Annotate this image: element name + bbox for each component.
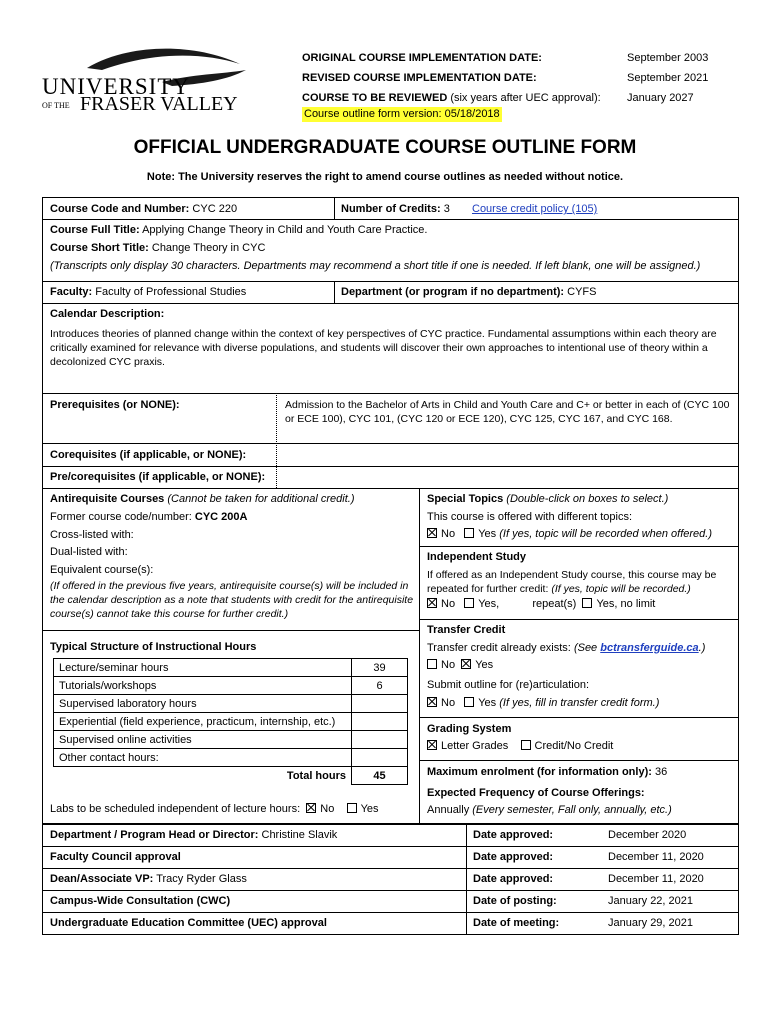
labs-label: Labs to be scheduled independent of lecture hours: bbox=[50, 803, 301, 815]
independent-text: If offered as an Independent Study course, this course may be repeated for further credit: bbox=[427, 569, 717, 595]
transfer-label: Transfer Credit bbox=[427, 624, 506, 636]
antireq-label: Antirequisite Courses bbox=[50, 493, 165, 505]
independent-note: (If yes, topic will be recorded.) bbox=[551, 583, 691, 595]
transfer-submit-options bbox=[427, 696, 659, 711]
review-note: (six years after UEC approval): bbox=[450, 92, 601, 104]
approval-value: Christine Slavik bbox=[261, 829, 338, 841]
approval-row bbox=[50, 828, 337, 843]
full-title bbox=[50, 223, 427, 238]
hours-row bbox=[54, 731, 408, 749]
cross-listed-label: Cross-listed with: bbox=[50, 529, 134, 541]
special-topics-heading bbox=[427, 492, 668, 507]
enrolment bbox=[427, 765, 667, 780]
form-version: Course outline form version: 05/18/2018 bbox=[304, 108, 500, 120]
independent-yes-checkbox[interactable] bbox=[464, 598, 474, 608]
review-value: January 2027 bbox=[627, 92, 694, 104]
transfer-submit-label: Submit outline for (re)articulation: bbox=[427, 679, 590, 691]
transfer-exists-line bbox=[427, 641, 705, 656]
enrolment-value: 36 bbox=[654, 766, 668, 778]
bctransferguide-link[interactable]: bctransferguide.ca bbox=[600, 642, 699, 654]
hours-row-value[interactable] bbox=[352, 749, 408, 767]
approval-row bbox=[50, 850, 181, 865]
approval-label: Campus-Wide Consultation (CWC) bbox=[50, 895, 231, 907]
letter-grades-label: Letter Grades bbox=[441, 740, 509, 752]
frequency-line bbox=[427, 803, 672, 818]
special-yes-label: Yes bbox=[478, 528, 497, 540]
grading-label: Grading System bbox=[427, 723, 512, 735]
independent-nolimit-checkbox[interactable] bbox=[582, 598, 592, 608]
hours-row-value[interactable]: 39 bbox=[352, 659, 408, 677]
approval-date-label: Date approved: bbox=[473, 873, 554, 885]
frequency-value: Annually bbox=[427, 804, 470, 816]
approval-value: Tracy Ryder Glass bbox=[156, 873, 247, 885]
antireq-note: (Cannot be taken for additional credit.) bbox=[167, 493, 355, 505]
review-label: COURSE TO BE REVIEWED bbox=[302, 92, 448, 104]
hours-total-row bbox=[54, 767, 408, 785]
equivalent-note: (If offered in the previous five years, antirequisite course(s) will be included in the calendar description as a note that students with credit for the antirequisite course(s) cannot take this course for further credit.) bbox=[50, 580, 414, 620]
hours-row-name: Other contact hours: bbox=[54, 749, 352, 767]
transfer-exists-yes-checkbox[interactable] bbox=[461, 659, 471, 669]
transfer-submit-no-checkbox[interactable] bbox=[427, 697, 437, 707]
short-title-label: Course Short Title: bbox=[50, 242, 149, 254]
independent-nolimit-label: Yes, no limit bbox=[596, 598, 656, 610]
hours-row-name: Lecture/seminar hours bbox=[54, 659, 352, 677]
calendar-label: Calendar Description: bbox=[50, 308, 165, 320]
approval-date-value: January 22, 2021 bbox=[608, 895, 694, 907]
logo-line2: FRASER VALLEY bbox=[80, 93, 238, 115]
grading-options bbox=[427, 739, 613, 754]
antireq-heading bbox=[50, 492, 354, 507]
department bbox=[341, 285, 596, 300]
precoreq-label: Pre/corequisites (if applicable, or NONE): bbox=[50, 471, 266, 483]
special-yes-checkbox[interactable] bbox=[464, 528, 474, 538]
approval-label: Undergraduate Education Committee (UEC) approval bbox=[50, 917, 327, 929]
credit-policy-link[interactable]: Course credit policy (105) bbox=[472, 203, 598, 215]
former-code bbox=[50, 510, 247, 525]
transfer-submit-yes-label: Yes bbox=[478, 697, 497, 709]
hours-row bbox=[54, 695, 408, 713]
transfer-exists-no-checkbox[interactable] bbox=[427, 659, 437, 669]
department-value: CYFS bbox=[567, 286, 597, 298]
approval-date-label: Date of meeting: bbox=[473, 917, 560, 929]
amend-note: Note: The University reserves the right to amend course outlines as needed without notice. bbox=[146, 171, 624, 183]
labs-yes-label: Yes bbox=[360, 803, 379, 815]
letter-grades-checkbox[interactable] bbox=[427, 740, 437, 750]
hours-row-value[interactable] bbox=[352, 695, 408, 713]
equivalent-label: Equivalent course(s): bbox=[50, 564, 154, 576]
transfer-exists-label: Transfer credit already exists: bbox=[427, 642, 571, 654]
credit-nocredit-label: Credit/No Credit bbox=[534, 740, 614, 752]
independent-options bbox=[427, 597, 655, 612]
transfer-submit-yes-checkbox[interactable] bbox=[464, 697, 474, 707]
coreq-label: Corequisites (if applicable, or NONE): bbox=[50, 449, 247, 461]
independent-yes-label: Yes, bbox=[478, 598, 500, 610]
credits-label: Number of Credits: bbox=[341, 203, 441, 215]
logo-line1: UNIVERSITY bbox=[42, 74, 190, 99]
transfer-see: (See bbox=[573, 642, 598, 654]
approval-date-value: December 11, 2020 bbox=[608, 873, 704, 885]
prereq-value: Admission to the Bachelor of Arts in Child and Youth Care and C+ or better in each of (CYC 100 or ECE 100), CYC 101, (CYC 120 or ECE 120), CYC 125, CYC 167, and CYC 168. bbox=[285, 399, 730, 425]
labs-no-checkbox[interactable] bbox=[306, 803, 316, 813]
transfer-submit-note: (If yes, fill in transfer credit form.) bbox=[499, 697, 660, 709]
frequency-label: Expected Frequency of Course Offerings: bbox=[427, 787, 645, 799]
university-logo bbox=[42, 40, 252, 120]
former-code-label: Former course code/number: bbox=[50, 511, 192, 523]
transfer-exists-options bbox=[427, 658, 493, 673]
frequency-note: (Every semester, Fall only, annually, etc.) bbox=[472, 804, 672, 816]
special-topics-label: Special Topics bbox=[427, 493, 504, 505]
transcript-note: (Transcripts only display 30 characters. Departments may recommend a short title if one is needed. If left blank, one will be assigned.) bbox=[50, 260, 701, 272]
approval-label: Dean/Associate VP: bbox=[50, 873, 154, 885]
transfer-submit-no-label: No bbox=[441, 697, 456, 709]
orig-impl-value: September 2003 bbox=[627, 52, 709, 64]
approval-label: Faculty Council approval bbox=[50, 851, 181, 863]
special-topics-line: This course is offered with different topics: bbox=[427, 511, 633, 523]
hours-row-value[interactable]: 6 bbox=[352, 677, 408, 695]
dual-listed-label: Dual-listed with: bbox=[50, 546, 128, 558]
hours-row bbox=[54, 749, 408, 767]
calendar-description: Introduces theories of planned change within the context of key perspectives of CYC practice. Fundamental assumptions within each theory are critically examined for relevance with diverse populations, and students will discover their own approaches to intentional use of theory within a decolonized CYC praxis. bbox=[50, 328, 717, 368]
page-title: OFFICIAL UNDERGRADUATE COURSE OUTLINE FORM bbox=[133, 137, 637, 158]
hours-row-name: Experiential (field experience, practicum, internship, etc.) bbox=[54, 713, 352, 731]
approval-row bbox=[50, 894, 230, 909]
orig-impl-label: ORIGINAL COURSE IMPLEMENTATION DATE: bbox=[302, 52, 542, 64]
transfer-exists-no-label: No bbox=[441, 659, 456, 671]
labs-no-label: No bbox=[320, 803, 335, 815]
hours-row-name: Supervised laboratory hours bbox=[54, 695, 352, 713]
hours-row-value[interactable] bbox=[352, 731, 408, 749]
approval-date-label: Date approved: bbox=[473, 829, 554, 841]
faculty bbox=[50, 285, 246, 300]
independent-label: Independent Study bbox=[427, 551, 526, 563]
approval-row bbox=[50, 872, 247, 887]
hours-row bbox=[54, 677, 408, 695]
short-title bbox=[50, 241, 265, 256]
approval-date-label: Date of posting: bbox=[473, 895, 557, 907]
special-topics-options bbox=[427, 527, 712, 542]
credits-value: 3 bbox=[443, 203, 450, 215]
prereq-label: Prerequisites (or NONE): bbox=[50, 399, 180, 411]
independent-no-checkbox[interactable] bbox=[427, 598, 437, 608]
independent-no-label: No bbox=[441, 598, 456, 610]
credit-nocredit-checkbox[interactable] bbox=[521, 740, 531, 750]
short-title-value: Change Theory in CYC bbox=[151, 242, 266, 254]
course-code-label: Course Code and Number: bbox=[50, 203, 190, 215]
approval-date-value: January 29, 2021 bbox=[608, 917, 694, 929]
hours-row bbox=[54, 713, 408, 731]
faculty-value: Faculty of Professional Studies bbox=[95, 286, 247, 298]
rev-impl-value: September 2021 bbox=[627, 72, 709, 84]
special-no-checkbox[interactable] bbox=[427, 528, 437, 538]
former-code-value: CYC 200A bbox=[194, 511, 248, 523]
hours-row-value[interactable] bbox=[352, 713, 408, 731]
department-label: Department (or program if no department): bbox=[341, 286, 565, 298]
approval-date-label: Date approved: bbox=[473, 851, 554, 863]
faculty-label: Faculty: bbox=[50, 286, 93, 298]
approval-label: Department / Program Head or Director: bbox=[50, 829, 259, 841]
special-yes-note: (If yes, topic will be recorded when offered.) bbox=[499, 528, 713, 540]
logo-of-the: OF THE bbox=[42, 101, 70, 110]
course-code-value: CYC 220 bbox=[192, 203, 238, 215]
full-title-label: Course Full Title: bbox=[50, 224, 140, 236]
approval-date-value: December 11, 2020 bbox=[608, 851, 704, 863]
transfer-exists-yes-label: Yes bbox=[475, 659, 494, 671]
approval-row bbox=[50, 916, 327, 931]
hours-row bbox=[54, 659, 408, 677]
hours-row-name: Tutorials/workshops bbox=[54, 677, 352, 695]
hours-table bbox=[53, 658, 408, 785]
special-topics-note: (Double-click on boxes to select.) bbox=[506, 493, 669, 505]
review-date-line bbox=[302, 91, 601, 106]
labs-line bbox=[50, 802, 379, 817]
credits bbox=[341, 202, 450, 217]
transfer-see-end: .) bbox=[698, 642, 706, 654]
independent-line bbox=[427, 568, 732, 596]
independent-repeats-label: repeat(s) bbox=[532, 598, 577, 610]
hours-label: Typical Structure of Instructional Hours bbox=[50, 641, 257, 653]
hours-total-value: 45 bbox=[352, 767, 408, 785]
full-title-value: Applying Change Theory in Child and Youth Care Practice. bbox=[142, 224, 428, 236]
special-no-label: No bbox=[441, 528, 456, 540]
enrolment-label: Maximum enrolment (for information only): bbox=[427, 766, 652, 778]
hours-row-name: Supervised online activities bbox=[54, 731, 352, 749]
rev-impl-label: REVISED COURSE IMPLEMENTATION DATE: bbox=[302, 72, 537, 84]
hours-total-label: Total hours bbox=[54, 767, 352, 785]
approval-date-value: December 2020 bbox=[608, 829, 687, 841]
labs-yes-checkbox[interactable] bbox=[347, 803, 357, 813]
course-code bbox=[50, 202, 237, 217]
